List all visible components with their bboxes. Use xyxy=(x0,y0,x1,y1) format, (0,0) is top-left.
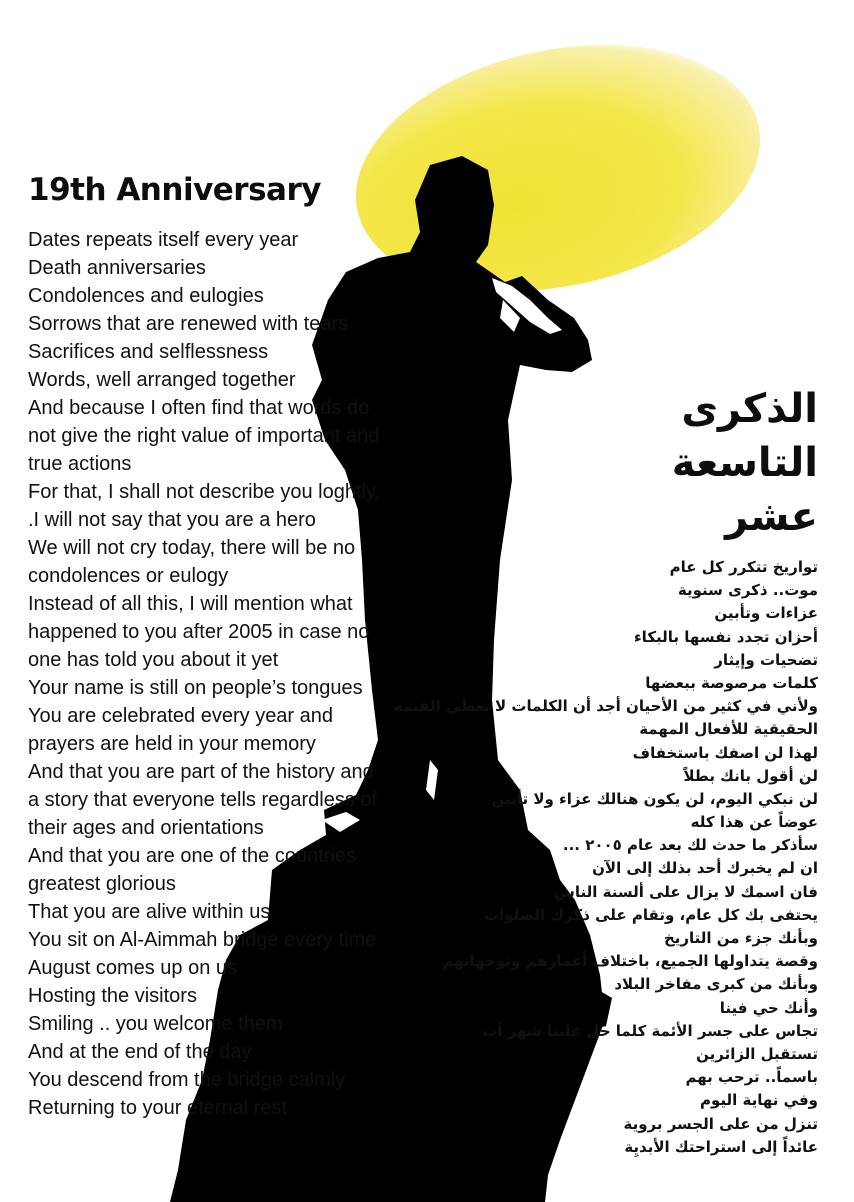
arabic-poem-line: سأذكر ما حدث لك بعد عام ٢٠٠٥ ... xyxy=(562,836,818,855)
arabic-poem-line: ان لم يخبرك أحد بذلك إلى الآن xyxy=(592,859,818,878)
english-poem-line: Hosting the visitors xyxy=(28,985,197,1007)
english-poem-line: Instead of all this, I will mention what xyxy=(28,593,353,615)
english-poem xyxy=(28,226,380,1122)
arabic-poem-line: تجاس على جسر الأئمة كلما حل علينا شهر آب xyxy=(482,1021,818,1040)
english-poem-line: And because I often find that words do xyxy=(28,397,370,419)
arabic-poem-line: عوضاً عن هذا كله xyxy=(690,813,818,832)
english-poem-line: prayers are held in your memory xyxy=(28,733,316,755)
english-poem-line: Dates repeats itself every year xyxy=(28,229,299,251)
english-poem-line: And that you are one of the countries xyxy=(28,845,356,867)
english-poem-line: And that you are part of the history and xyxy=(28,761,374,783)
arabic-poem-line: فان اسمك لا يزال على ألسنة الناس xyxy=(554,882,818,901)
english-poem-line: their ages and orientations xyxy=(28,817,264,839)
arabic-poem-line: ولأني في كثير من الأحيان أجد أن الكلمات لا تعطي القيمة xyxy=(393,697,818,716)
english-poem-line: And at the end of the day xyxy=(28,1041,252,1063)
arabic-poem-line: وفي نهاية اليوم xyxy=(700,1091,818,1110)
arabic-title-line: الذكرى xyxy=(681,386,818,432)
arabic-poem-line: تضحيات وإيثار xyxy=(714,650,818,669)
arabic-poem-line: وبأنك من كبرى مفاخر البلاد xyxy=(614,975,818,994)
arabic-poem-line: عائداً إلى استراحتك الأبديِة xyxy=(624,1137,818,1156)
arabic-poem-line: الحقيقية للأفعال المهمة xyxy=(639,720,818,739)
english-poem-line: Death anniversaries xyxy=(28,257,206,279)
english-poem-line: .I will not say that you are a hero xyxy=(28,509,316,531)
arabic-poem-line: وقصة يتداولها الجميع، باختلاف أعمارهم وتوجهاتهم xyxy=(442,952,818,971)
english-poem-line: We will not cry today, there will be no xyxy=(28,537,356,559)
arabic-title-line: عشر xyxy=(725,494,818,540)
arabic-poem-line: لهذا لن اصفك باستخفاف xyxy=(632,743,818,762)
english-poem-line: true actions xyxy=(28,453,132,475)
english-poem-line: For that, I shall not describe you loghtly, xyxy=(28,481,381,503)
arabic-poem-line: باسماً.. ترحب بهم xyxy=(685,1068,818,1087)
arabic-poem-line: تستقبل الزائرين xyxy=(696,1044,818,1063)
english-poem-line: That you are alive within us xyxy=(28,901,271,923)
english-poem-line: greatest glorious xyxy=(28,873,176,895)
english-poem-line: happened to you after 2005 in case no xyxy=(28,621,370,643)
english-poem-line: not give the right value of important and xyxy=(28,425,380,447)
arabic-title xyxy=(672,382,818,544)
english-poem-line: Sacrifices and selflessness xyxy=(28,341,269,363)
english-poem-line: You are celebrated every year and xyxy=(28,705,334,727)
arabic-poem-line: لن نبكي اليوم، لن يكون هنالك عزاء ولا تأبين xyxy=(491,789,818,808)
arabic-poem-line: تنزل من على الجسر بروية xyxy=(623,1114,818,1133)
arabic-poem-line: موت.. ذكرى سنوية xyxy=(677,581,818,600)
english-poem-line: Your name is still on people’s tongues xyxy=(28,677,363,699)
arabic-poem-line: عزاءات وتأبين xyxy=(714,604,818,623)
arabic-title-line: التاسعة xyxy=(671,440,818,486)
english-poem-line: a story that everyone tells regardless of xyxy=(28,789,378,811)
arabic-poem-line: وبأنك جزء من التاريخ xyxy=(663,929,818,947)
arabic-poem-line: أحزان تجدد نفسها بالبكاء xyxy=(634,627,818,646)
english-poem-line: August comes up on us xyxy=(28,957,238,979)
english-poem-line: Sorrows that are renewed with tears xyxy=(28,313,349,335)
english-poem-line: Returning to your eternal rest xyxy=(28,1097,288,1119)
arabic-poem-line: لن أقول بانك بطلاً xyxy=(683,766,818,785)
arabic-poem-line: وأنك حي فينا xyxy=(719,998,818,1017)
arabic-poem-line: يحتفى بك كل عام، وتقام على ذكرك الصلوات xyxy=(483,905,818,924)
english-title: 19th Anniversary xyxy=(28,172,321,208)
english-poem-line: You descend from the bridge calmly xyxy=(28,1069,346,1091)
english-poem-line: one has told you about it yet xyxy=(28,649,279,671)
arabic-poem xyxy=(394,556,818,1159)
english-poem-line: Words, well arranged together xyxy=(28,369,296,391)
english-poem-line: condolences or eulogy xyxy=(28,565,229,587)
arabic-poem-line: تواريخ تتكرر كل عام xyxy=(669,558,818,576)
arabic-poem-line: كلمات مرصوصة ببعضها xyxy=(645,673,818,692)
english-poem-line: You sit on Al-Aimmah bridge every time xyxy=(28,929,377,951)
english-poem-line: Smiling .. you welcome them xyxy=(28,1013,283,1035)
english-poem-line: Condolences and eulogies xyxy=(28,285,264,307)
